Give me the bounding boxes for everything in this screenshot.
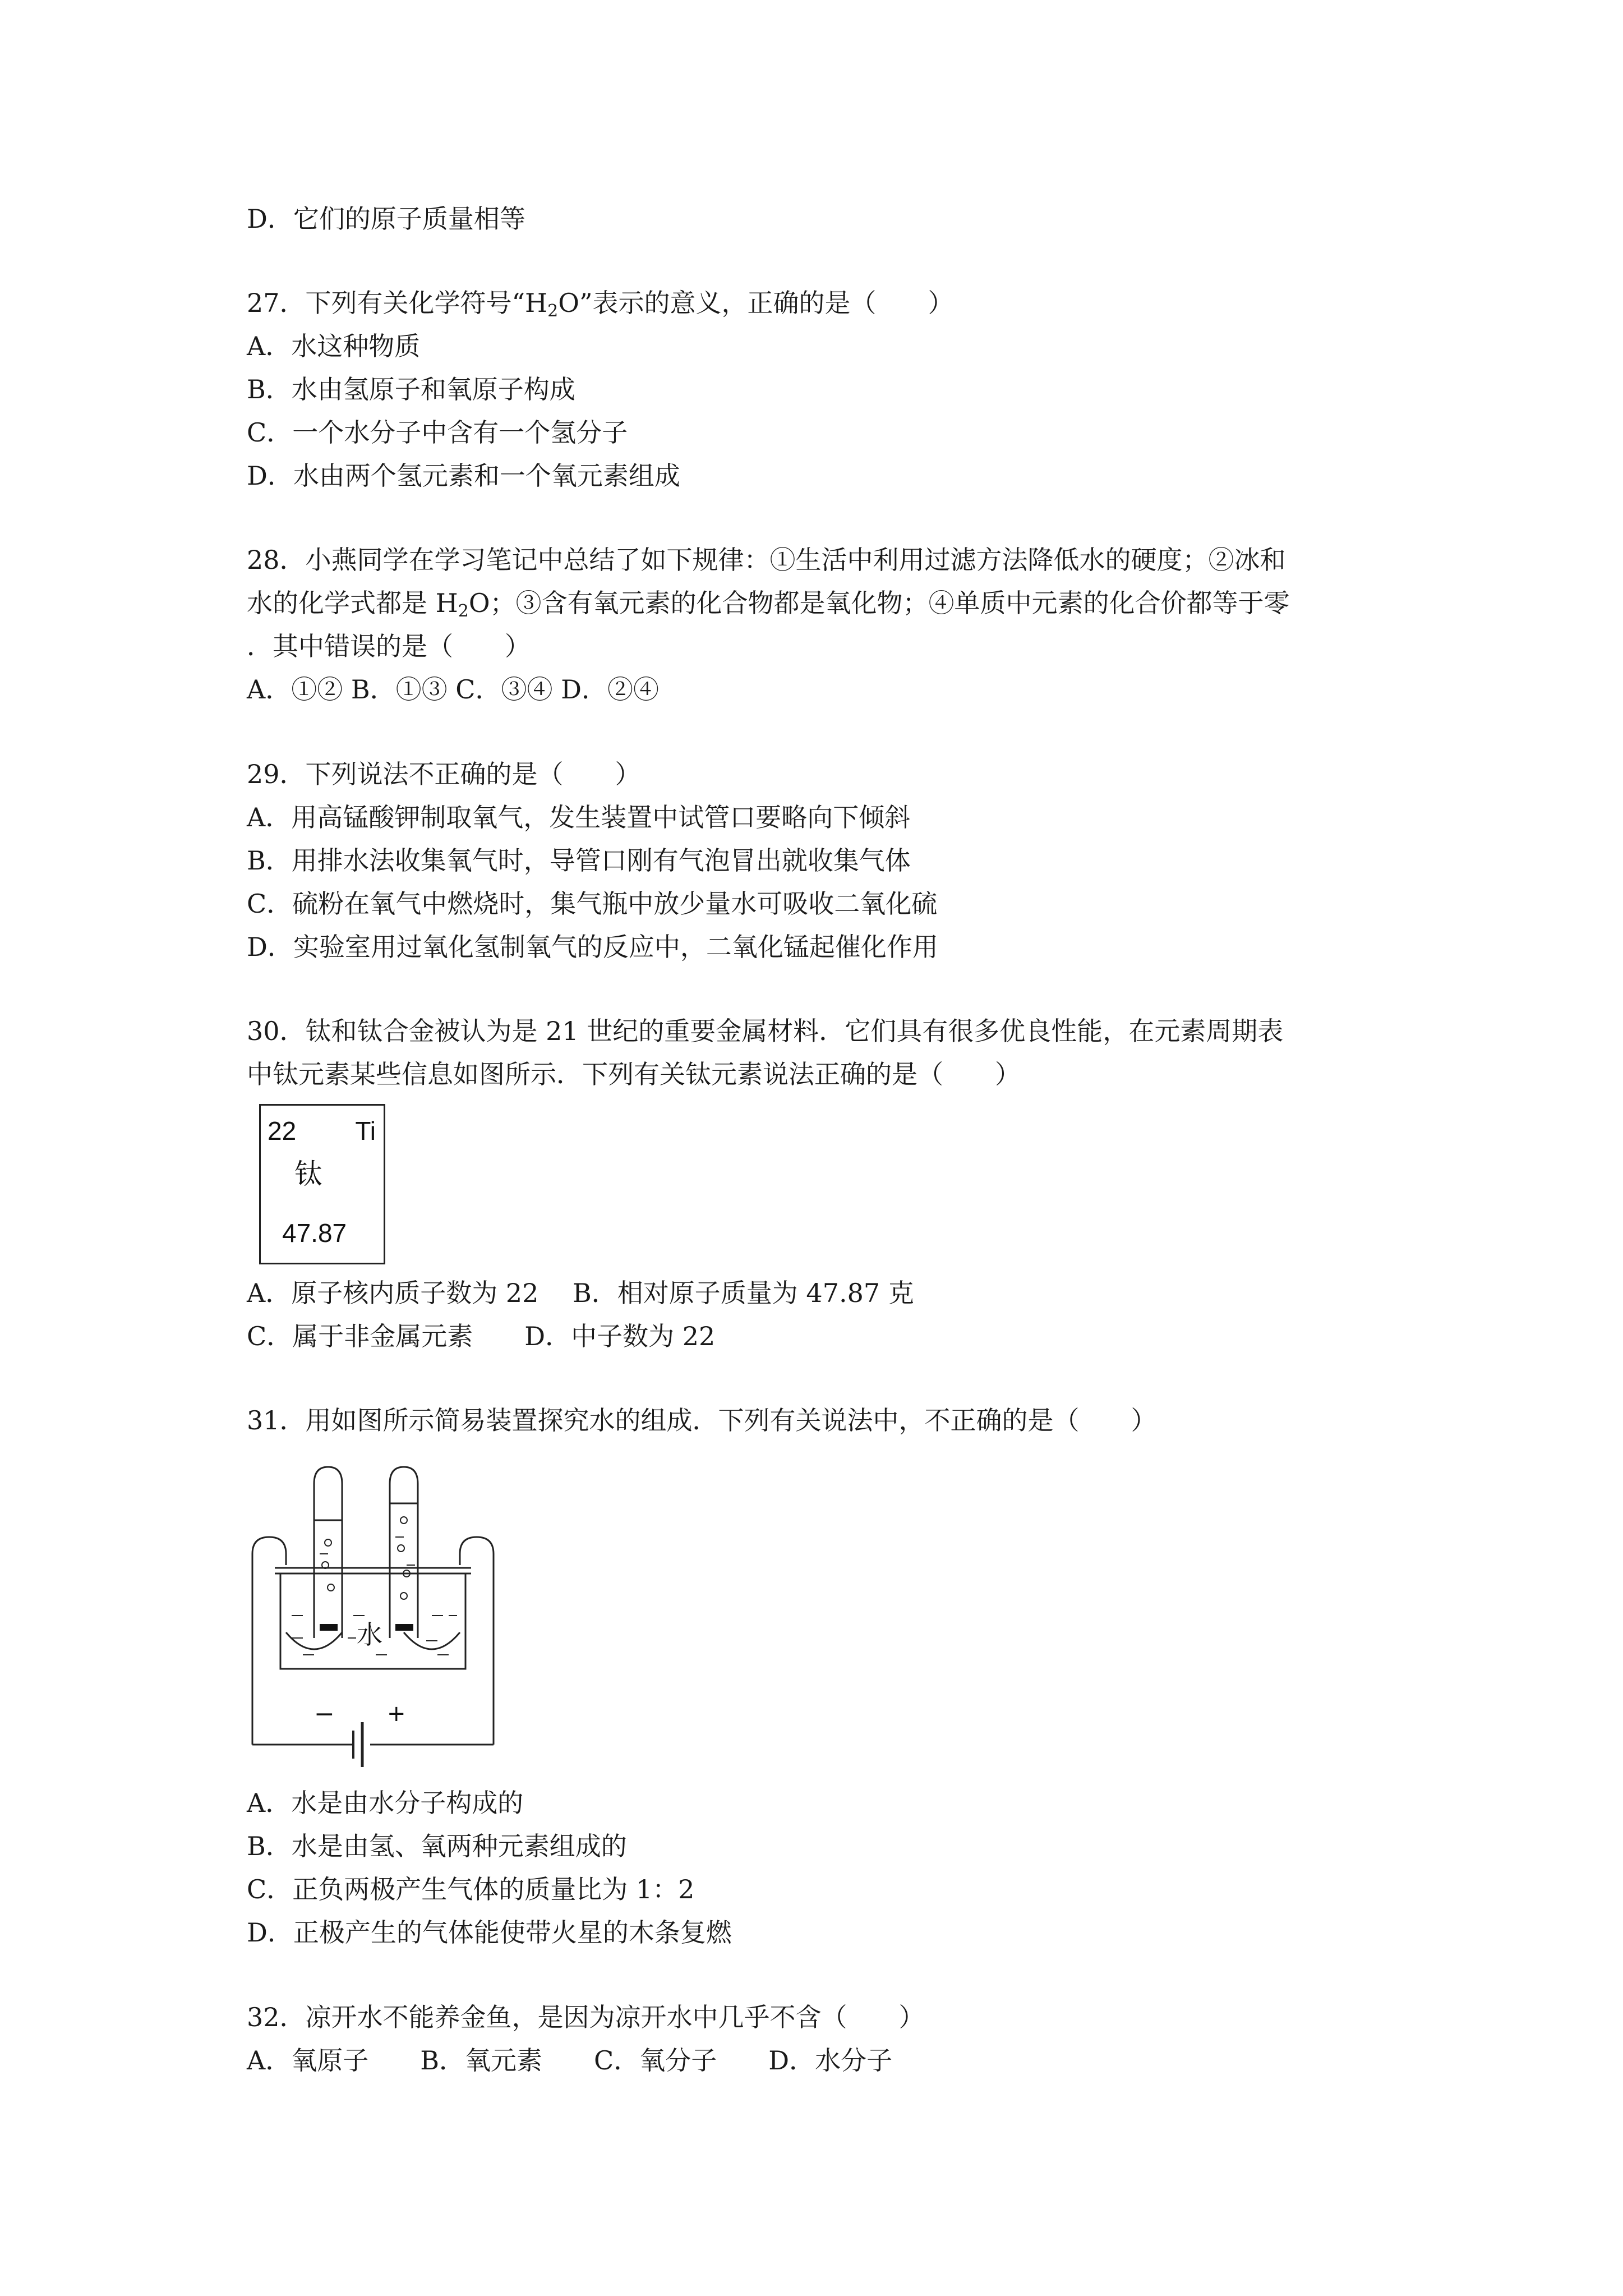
q27-option-c: C．一个水分子中含有一个氢分子 xyxy=(247,417,628,448)
q27-stem-post: O”表示的意义，正确的是（ ） xyxy=(558,288,954,318)
q29-option-a: A．用高锰酸钾制取氧气，发生装置中试管口要略向下倾斜 xyxy=(247,802,911,832)
q31-option-b: B．水是由氢、氧两种元素组成的 xyxy=(247,1831,627,1861)
atomic-mass: 47.87 xyxy=(282,1218,347,1248)
q32-options: A．氧原子 B．氧元素 C．氧分子 D．水分子 xyxy=(247,2045,893,2076)
q28-stem-line3: ．其中错误的是（ ） xyxy=(247,631,531,661)
electrolysis-apparatus-figure xyxy=(247,1453,505,1773)
q30-options-line2: C．属于非金属元素 D．中子数为 22 xyxy=(247,1321,716,1351)
q27-stem-pre: 27．下列有关化学符号“H xyxy=(247,288,548,318)
q32-stem: 32．凉开水不能养金鱼，是因为凉开水中几乎不含（ ） xyxy=(247,2002,925,2032)
titanium-element-card xyxy=(259,1104,385,1264)
q29-stem: 29．下列说法不正确的是（ ） xyxy=(247,759,641,789)
q28-line2-post: O；③含有氧元素的化合物都是氧化物；④单质中元素的化合价都等于零 xyxy=(468,588,1290,618)
q27-option-a: A．水这种物质 xyxy=(247,331,421,361)
q31-stem: 31．用如图所示简易装置探究水的组成．下列有关说法中，不正确的是（ ） xyxy=(247,1405,1157,1435)
q28-line2-subscript: 2 xyxy=(458,601,469,621)
q29-option-d: D．实验室用过氧化氢制氧气的反应中，二氧化锰起催化作用 xyxy=(247,932,938,962)
q28-stem-line1: 28．小燕同学在学习笔记中总结了如下规律：①生活中利用过滤方法降低水的硬度；②冰和 xyxy=(247,545,1286,575)
q27-option-d: D．水由两个氢元素和一个氧元素组成 xyxy=(247,461,680,491)
q31-option-c: C．正负两极产生气体的质量比为 1：2 xyxy=(247,1874,695,1904)
q30-options-line1: A．原子核内质子数为 22 B．相对原子质量为 47.87 克 xyxy=(247,1278,914,1308)
atomic-number: 22 xyxy=(268,1116,297,1145)
q28-options: A．①② B．①③ C．③④ D．②④ xyxy=(247,674,659,705)
q30-stem-line2: 中钛元素某些信息如图所示．下列有关钛元素说法正确的是（ ） xyxy=(247,1059,1021,1089)
q29-option-c: C．硫粉在氧气中燃烧时，集气瓶中放少量水可吸收二氧化硫 xyxy=(247,889,938,919)
q28-stem-line2 xyxy=(247,586,1290,628)
element-symbol: Ti xyxy=(355,1116,376,1145)
q27-stem-subscript: 2 xyxy=(547,301,559,321)
q31-option-a: A．水是由水分子构成的 xyxy=(247,1788,524,1818)
positive-terminal-label: + xyxy=(387,1701,406,1727)
negative-terminal-label: − xyxy=(314,1700,335,1728)
q26-option-d: D．它们的原子质量相等 xyxy=(247,204,525,234)
element-name: 钛 xyxy=(294,1158,322,1190)
q27-stem xyxy=(247,286,954,328)
q29-option-b: B．用排水法收集氧气时，导管口刚有气泡冒出就收集气体 xyxy=(247,845,911,876)
q28-line2-pre: 水的化学式都是 H xyxy=(247,588,458,618)
q27-option-b: B．水由氢原子和氧原子构成 xyxy=(247,374,575,404)
q31-option-d: D．正极产生的气体能使带火星的木条复燃 xyxy=(247,1917,732,1948)
water-label: 水 xyxy=(357,1619,382,1650)
q30-stem-line1: 30．钛和钛合金被认为是 21 世纪的重要金属材料．它们具有很多优良性能，在元素周期表 xyxy=(247,1016,1284,1046)
